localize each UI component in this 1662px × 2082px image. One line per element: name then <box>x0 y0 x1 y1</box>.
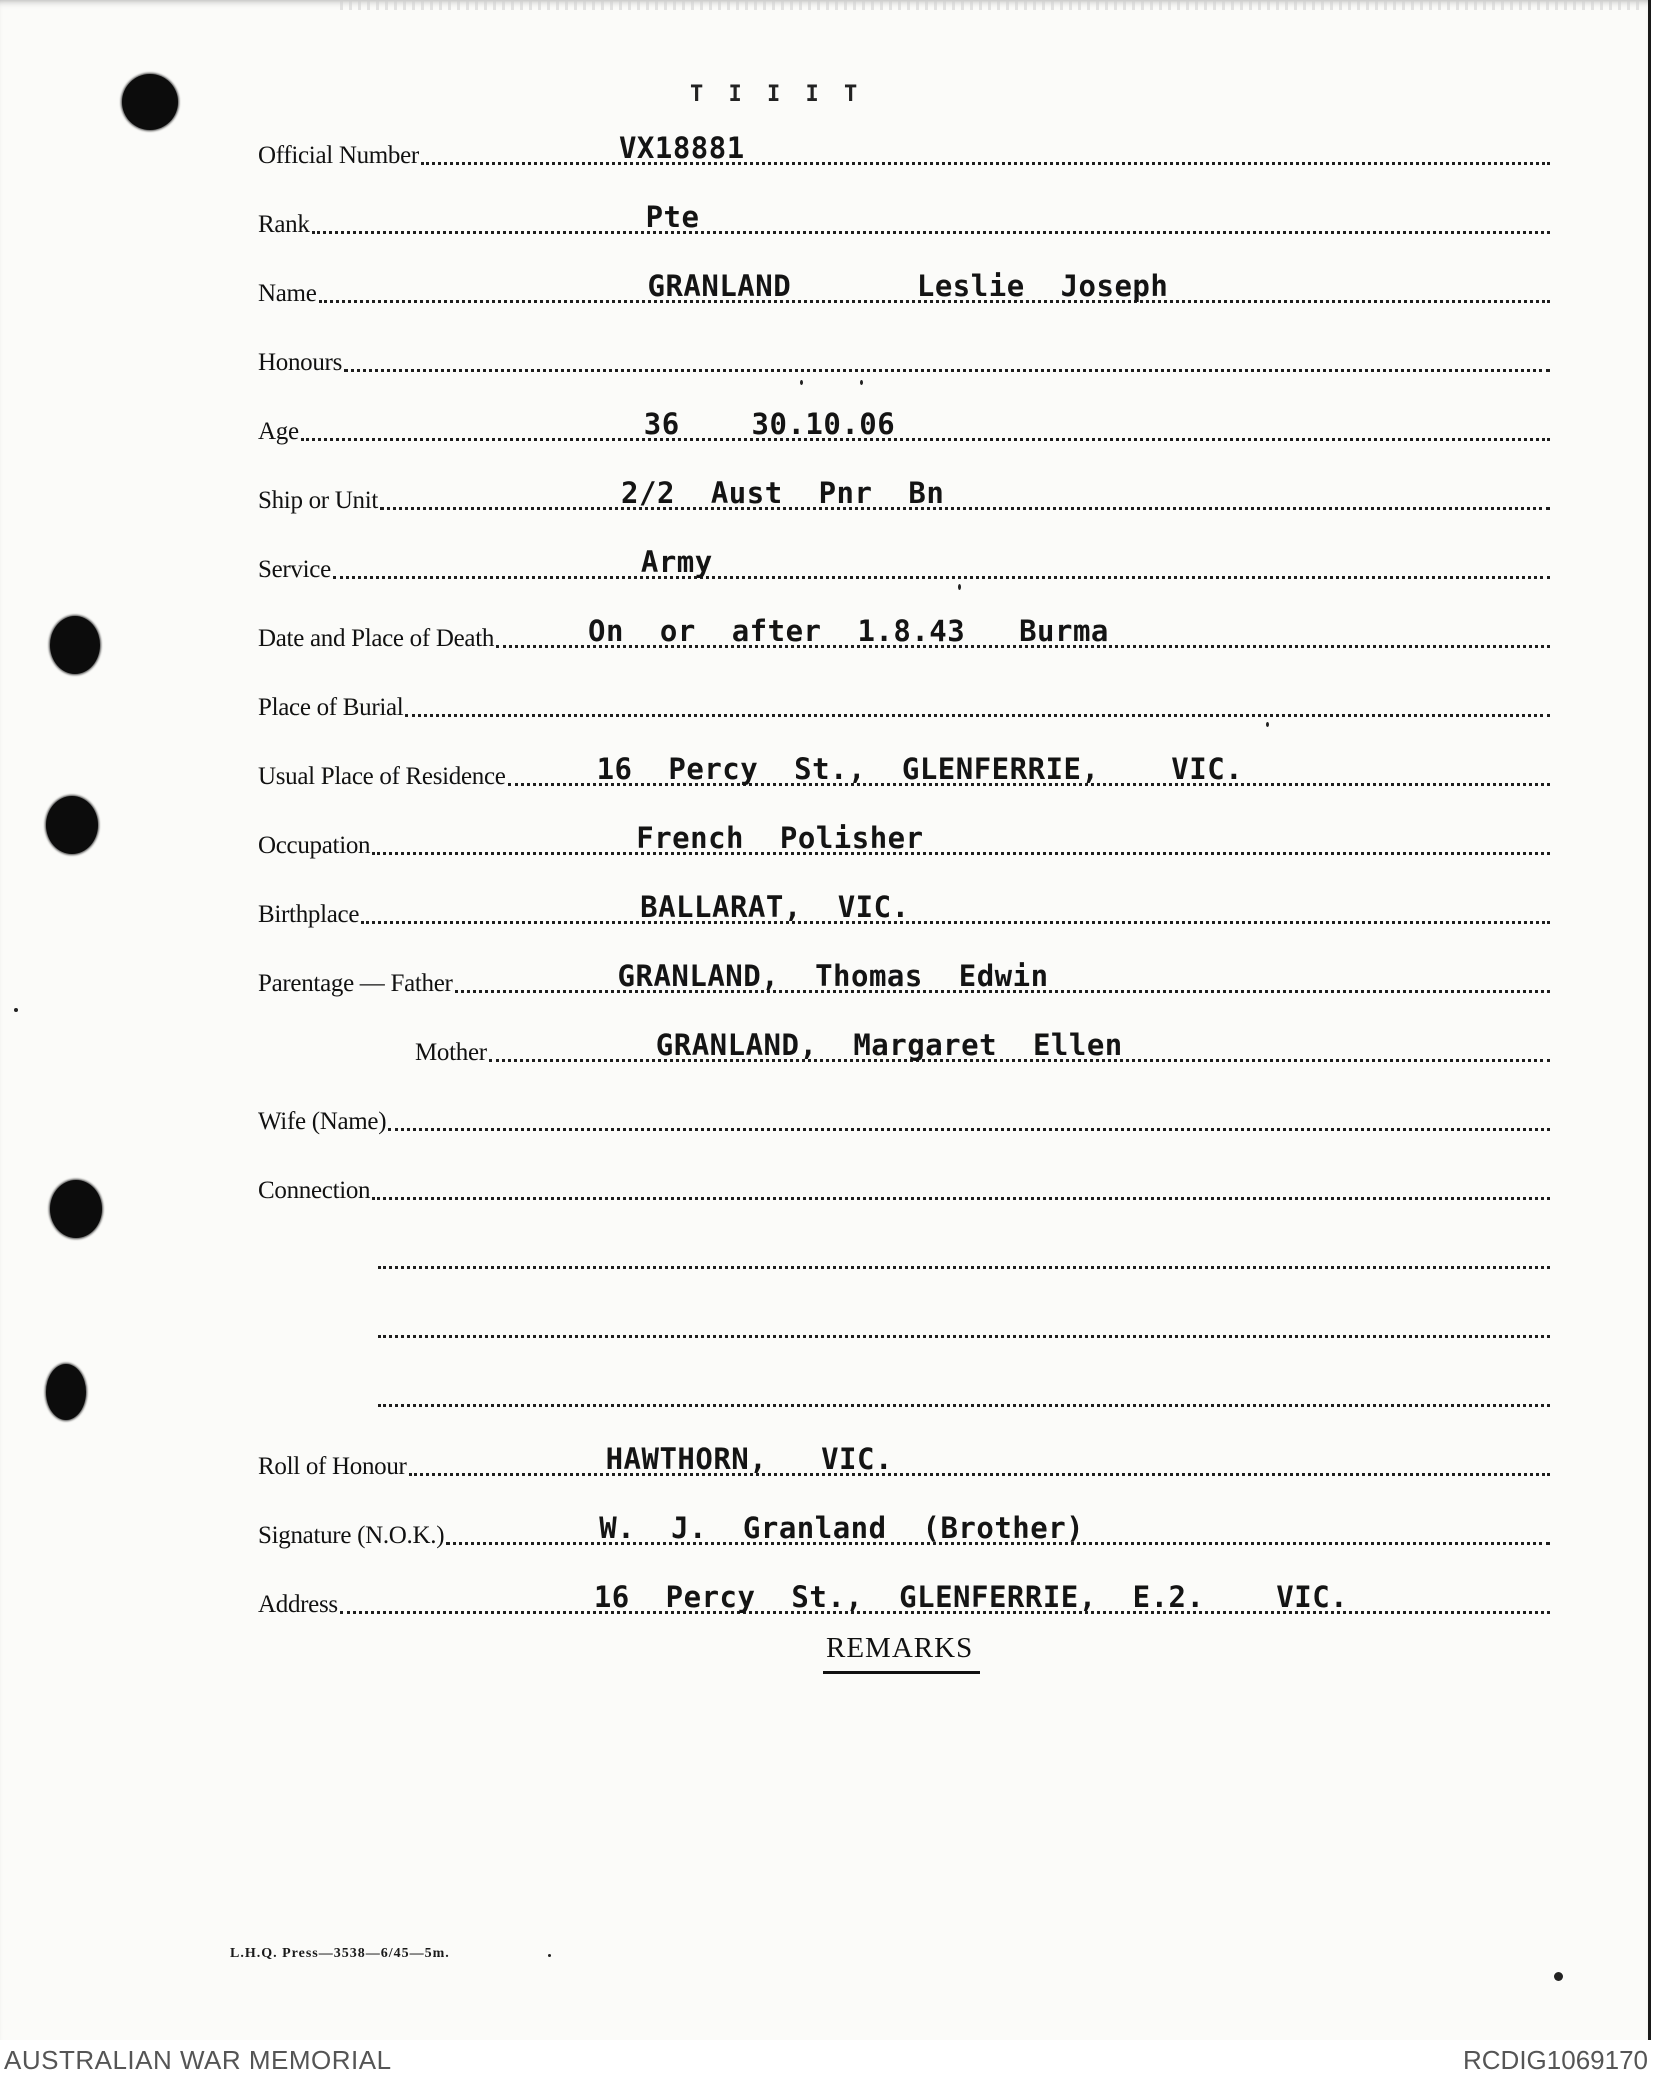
field-label: Rank <box>258 211 310 238</box>
field-label: Place of Burial <box>258 694 404 721</box>
scan-speck <box>958 584 961 590</box>
field-place-of-burial <box>258 684 1550 724</box>
scan-speck <box>800 380 803 385</box>
field-age <box>258 408 1550 448</box>
field-date-place-death <box>258 615 1550 655</box>
field-label: Roll of Honour <box>258 1453 407 1480</box>
field-value: Pte <box>645 200 700 234</box>
field-value: 36 30.10.06 <box>643 407 896 441</box>
scan-speck <box>1266 722 1269 727</box>
header-marks: T I I I T <box>690 82 864 107</box>
field-value: HAWTHORN, VIC. <box>605 1442 893 1476</box>
punch-hole <box>50 1180 102 1238</box>
connection-continuation-line <box>376 1236 1550 1276</box>
field-occupation <box>258 822 1550 862</box>
field-value: 2/2 Aust Pnr Bn <box>621 476 945 510</box>
archive-record-id: RCDIG1069170 <box>1463 2045 1648 2075</box>
scan-speck <box>14 1008 18 1012</box>
field-value: 16 Percy St., GLENFERRIE, VIC. <box>596 752 1244 786</box>
field-value: 16 Percy St., GLENFERRIE, E.2. VIC. <box>593 1580 1349 1614</box>
field-roll-of-honour <box>258 1443 1550 1483</box>
field-label: Birthplace <box>258 901 360 928</box>
field-value: W. J. Granland (Brother) <box>599 1511 1085 1545</box>
field-value: BALLARAT, VIC. <box>640 890 910 924</box>
archive-institution: AUSTRALIAN WAR MEMORIAL <box>4 2045 392 2075</box>
field-label: Signature (N.O.K.) <box>258 1522 445 1549</box>
scan-speck <box>548 1954 551 1957</box>
connection-continuation-line <box>376 1305 1550 1345</box>
field-address <box>258 1581 1550 1621</box>
form-print-code: L.H.Q. Press—3538—6/45—5m. <box>230 1946 450 1961</box>
field-ship-or-unit <box>258 477 1550 517</box>
field-rank <box>258 201 1550 241</box>
scan-speck <box>860 380 863 385</box>
field-label: Age <box>258 418 299 445</box>
field-label: Connection <box>258 1177 371 1204</box>
punch-hole <box>50 616 100 674</box>
scan-speck <box>1554 1972 1563 1981</box>
field-value: GRANLAND, Thomas Edwin <box>617 959 1049 993</box>
field-value: GRANLAND, Margaret Ellen <box>655 1028 1123 1062</box>
field-label: Official Number <box>258 142 419 169</box>
field-value: VX18881 <box>618 131 745 165</box>
punch-hole <box>46 1364 86 1420</box>
field-official-number <box>258 132 1550 172</box>
field-value: On or after 1.8.43 Burma <box>588 614 1109 648</box>
field-value: French Polisher <box>636 821 924 855</box>
punch-hole <box>46 796 98 854</box>
field-signature <box>258 1512 1550 1552</box>
field-mother <box>415 1029 1550 1069</box>
field-label: Mother <box>415 1039 487 1066</box>
field-label: Name <box>258 280 317 307</box>
field-honours <box>258 339 1550 379</box>
remarks-underline <box>823 1671 980 1674</box>
field-label: Address <box>258 1591 338 1618</box>
field-wife <box>258 1098 1550 1138</box>
scan-noise <box>340 0 1640 10</box>
remarks-heading: REMARKS <box>826 1632 974 1664</box>
connection-continuation-line <box>376 1374 1550 1414</box>
field-father <box>258 960 1550 1000</box>
field-label: Occupation <box>258 832 371 859</box>
field-value: Army <box>640 545 713 579</box>
field-birthplace <box>258 891 1550 931</box>
field-connection <box>258 1167 1550 1207</box>
field-name <box>258 270 1550 310</box>
field-label: Honours <box>258 349 343 376</box>
field-usual-residence <box>258 753 1550 793</box>
field-service <box>258 546 1550 586</box>
field-label: Usual Place of Residence <box>258 763 506 790</box>
field-label: Ship or Unit <box>258 487 379 514</box>
field-label: Service <box>258 556 331 583</box>
field-label: Parentage — Father <box>258 970 453 997</box>
punch-hole <box>122 74 178 130</box>
field-label: Wife (Name) <box>258 1108 387 1135</box>
field-label: Date and Place of Death <box>258 625 495 652</box>
field-value: GRANLAND Leslie Joseph <box>647 269 1169 303</box>
